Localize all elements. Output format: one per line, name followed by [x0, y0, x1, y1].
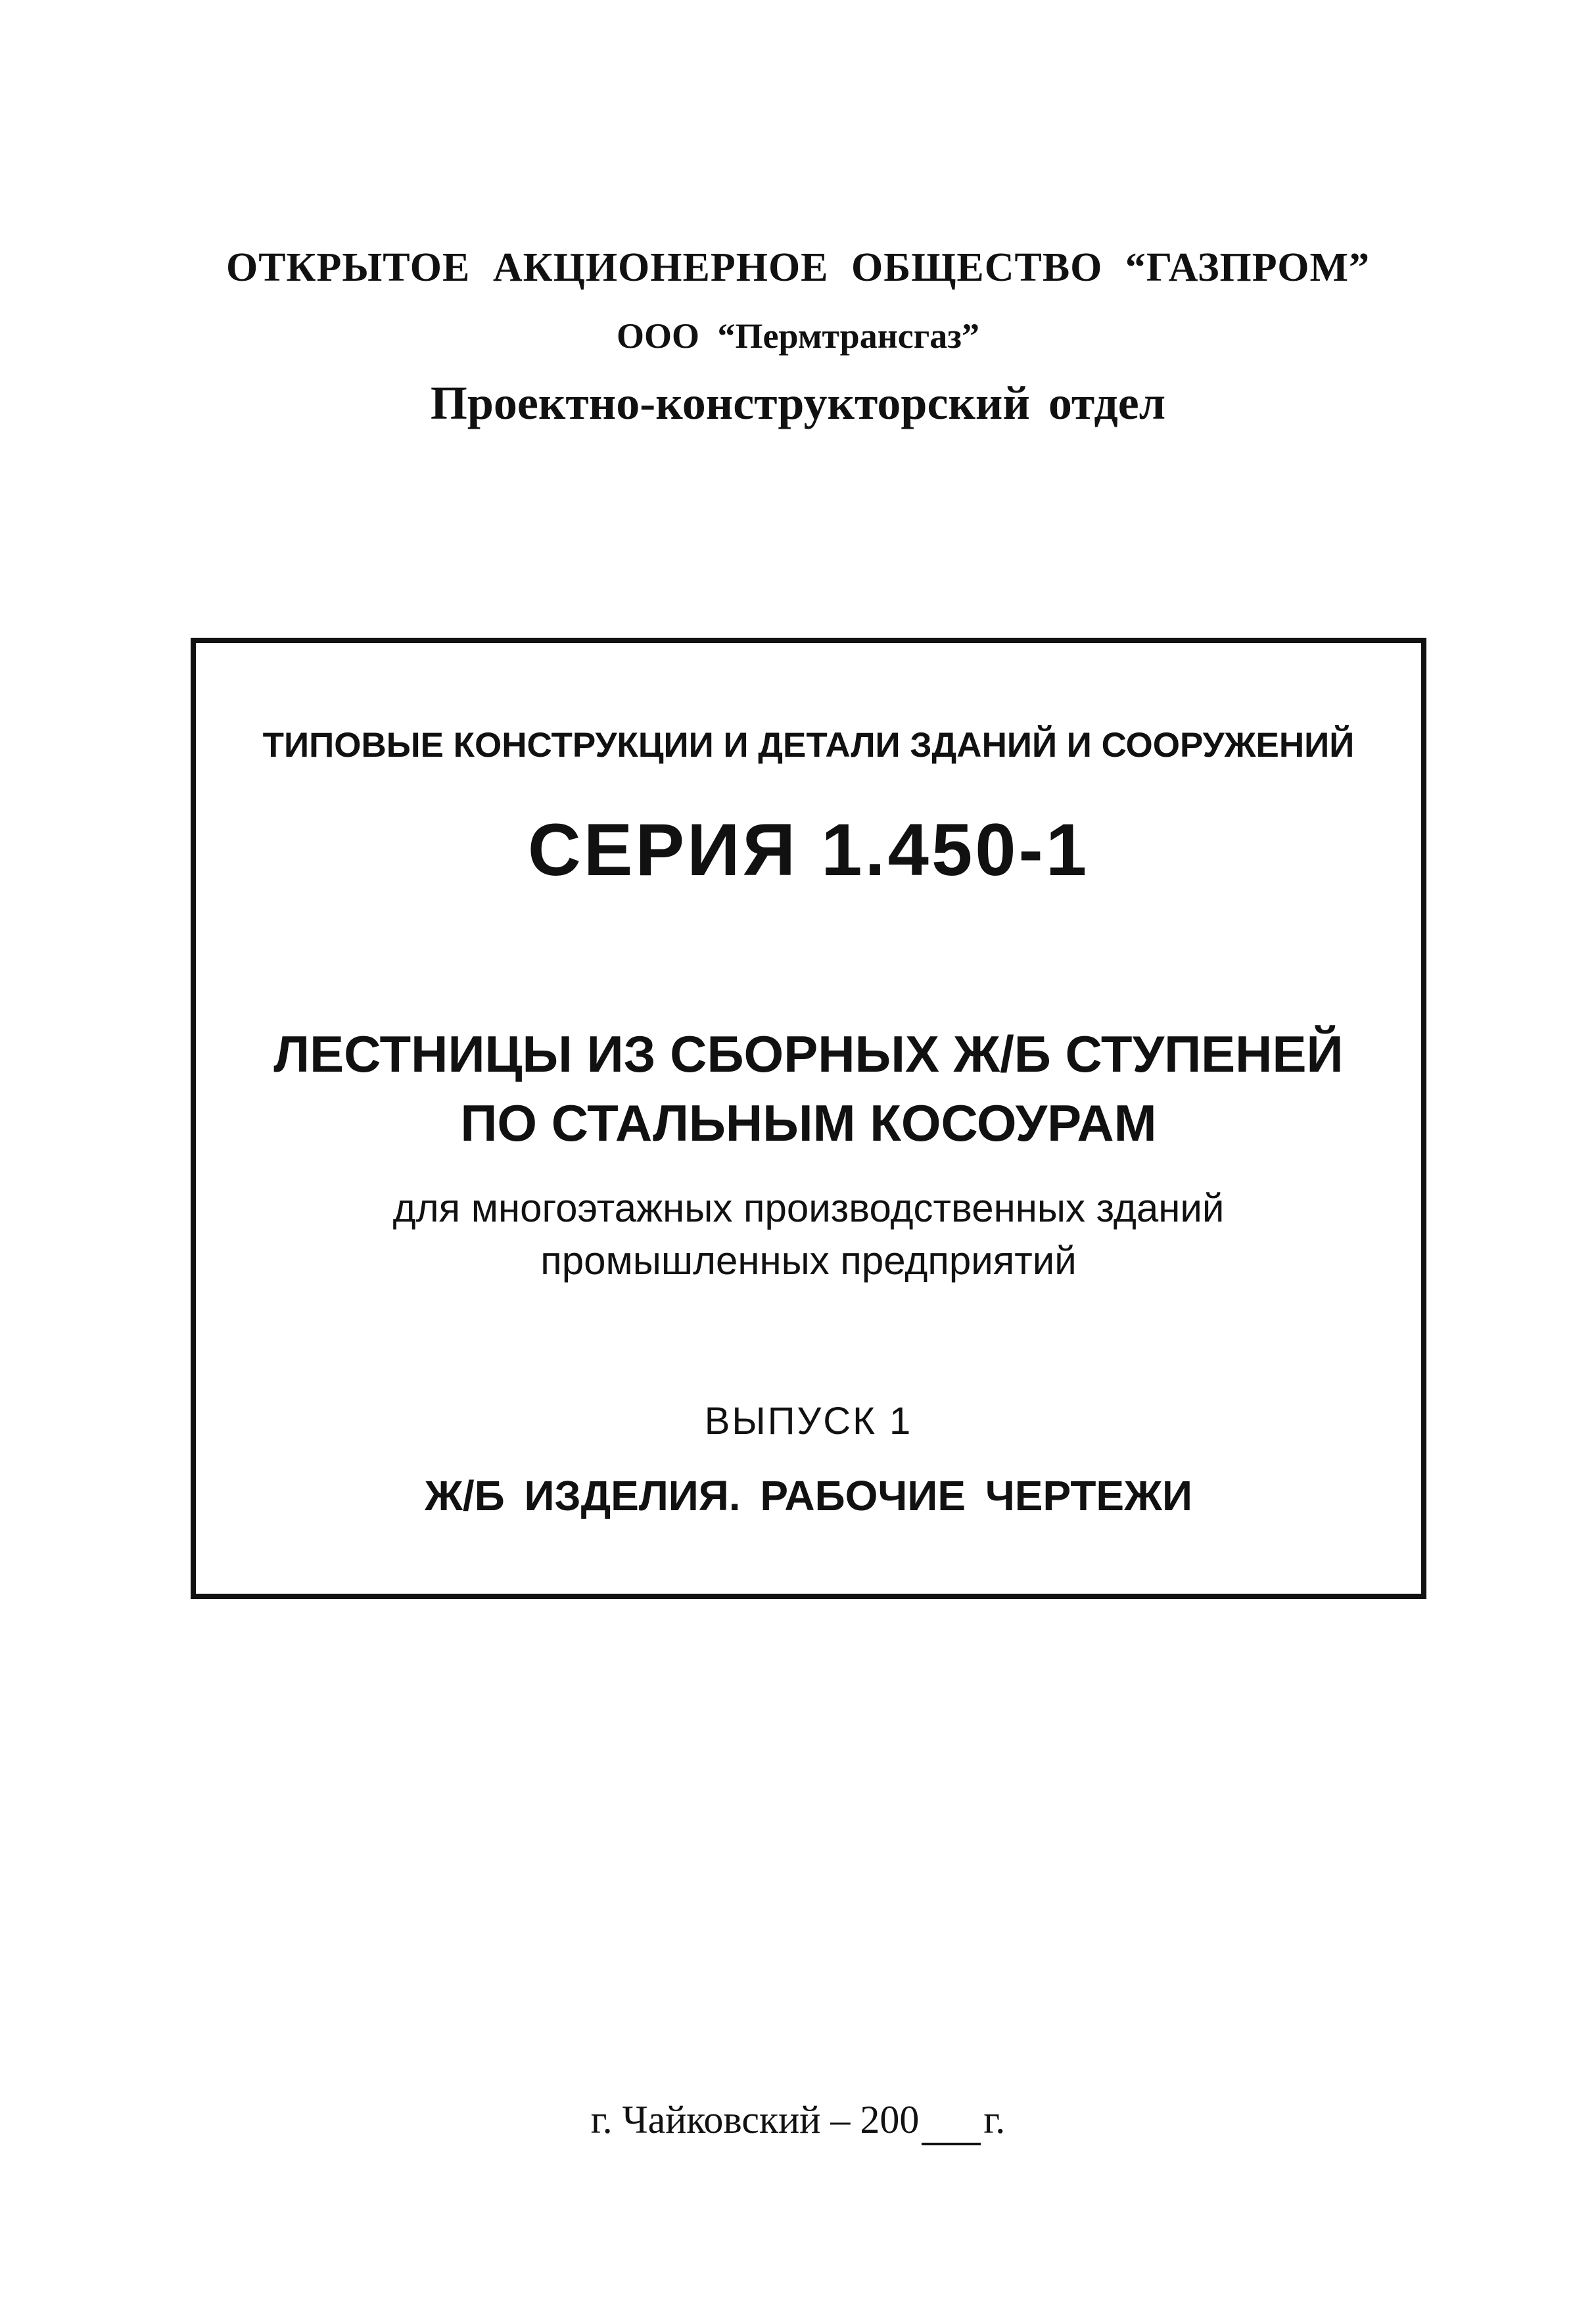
city-year-suffix: г. — [983, 2098, 1006, 2141]
organization-name: ОТКРЫТОЕ АКЦИОНЕРНОЕ ОБЩЕСТВО “ГАЗПРОМ” — [225, 245, 1371, 290]
sub-organization-name: ООО “Пермтрансгаз” — [617, 316, 979, 356]
city-year-line — [0, 2097, 1596, 2145]
subject-title-line-1: ЛЕСТНИЦЫ ИЗ СБОРНЫХ Ж/Б СТУПЕНЕЙ — [273, 1025, 1344, 1083]
issue-title: Ж/Б ИЗДЕЛИЯ. РАБОЧИЕ ЧЕРТЕЖИ — [425, 1472, 1192, 1519]
purpose-line-1: для многоэтажных производственных зданий — [392, 1186, 1225, 1230]
issue-label: ВЫПУСК 1 — [704, 1400, 913, 1442]
city-year-prefix: г. Чайковский – 200 — [590, 2098, 920, 2141]
purpose-line-2: промышленных предприятий — [540, 1239, 1077, 1283]
series-number: СЕРИЯ 1.450-1 — [527, 809, 1090, 891]
series-heading: ТИПОВЫЕ КОНСТРУКЦИИ И ДЕТАЛИ ЗДАНИЙ И СООРУЖЕНИЙ — [262, 726, 1355, 765]
department-name: Проектно-конструкторский отдел — [430, 377, 1166, 429]
subject-title-line-2: ПО СТАЛЬНЫМ КОСОУРАМ — [460, 1094, 1157, 1152]
title-box — [191, 638, 1426, 1599]
year-blank-line — [922, 2097, 981, 2145]
